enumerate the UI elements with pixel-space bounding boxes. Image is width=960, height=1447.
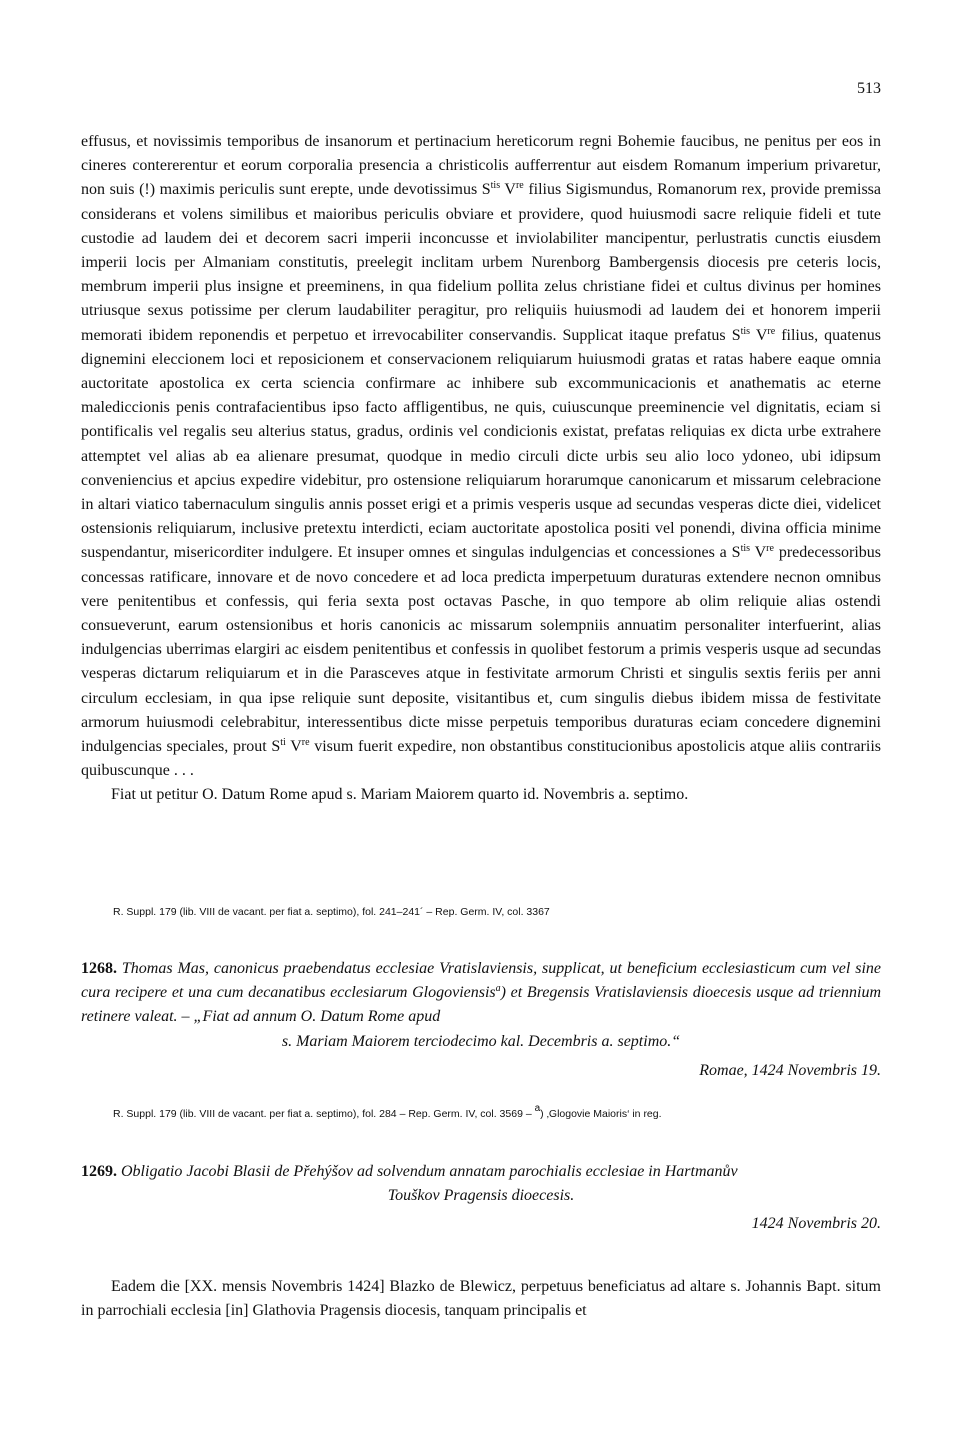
superscript: ti: [280, 737, 286, 749]
entry-number: 1269.: [81, 1163, 117, 1180]
superscript: tis: [740, 325, 751, 337]
text-span: V: [750, 544, 767, 562]
text-span: visum fuerit expedire, non obstantibus constitucionibus apostolicis atque aliis contrariis quibuscunque . . .: [81, 738, 881, 780]
entry-text: ) et Bregensis Vratislaviensis dioecesis usque ad triennium retinere valeat. – „Fiat ad annum O. Datum Rome apud: [81, 984, 881, 1026]
superscript: re: [301, 737, 310, 749]
page-number: 513: [857, 80, 881, 97]
entry-text: Obligatio Jacobi Blasii de Přehýšov ad solvendum annatam parochialis ecclesiae in Hartmanův: [117, 1163, 738, 1180]
entry-1269: [81, 1160, 881, 1208]
superscript: re: [767, 325, 776, 337]
fiat-paragraph: Fiat ut petitur O. Datum Rome apud s. Mariam Maiorem quarto id. Novembris a. septimo.: [111, 786, 689, 804]
text-span: filius, quatenus dignemini eleccionem loci et reposicionem et conservacionem reliquiarum huiusmodi gratas et ratas habere eaque omnia auctoritate apostolica ex certa sciencia confirmare ac inhibere sub excommunicacionis et anathematis ac eterne malediccionis penis contrafacientibus ipso facto affligentibus, ne quis, cuiuscunque preeminencie vel dignitatis, eciam si pontificalis vel regalis seu alterius status, gradus, ordinis vel condicionis existat, prefatas reliquias ex dicta urbe extrahere attemptet vel alias ab ea alienare presumat, quodque in medio circuli dicte urbis seu alio loco ydoneo, ubi idipsum conveniencius et apcius expedire videbitur, pro ostensione reliquiarum horarumque canonicarum et missarum celebracione in altari viatico tabernaculum singulis annis posset erigi et a primis vesperis usque ad secundas vesperas dicte diei, videlicet ostensionis reliquiarum, inclusive pretextu interdicti, eciam auctoritate apostolica positi vel ponendi, divina officia minime suspendantur, misericorditer indulgere. Et insuper omnes et singulas indulgencias et concessiones a S: [81, 326, 882, 562]
entry-number: 1268.: [81, 960, 117, 977]
entry-1268: [81, 957, 881, 1054]
superscript: tis: [740, 543, 751, 555]
entry-text-centered: Touškov Pragensis dioecesis.: [387, 1187, 575, 1205]
entry-1269-date: 1424 Novembris 20.: [751, 1215, 881, 1232]
text-span: filius Sigismundus, Romanorum rex, provide premissa considerans et volens similibus et maioribus periculis obviare et providere, quod huiusmodi sacre reliquie fideli et tute custodie ad laudem dei et decorem sacri imperii inconcusse et inviolabiliter mancipentur, perlustratis cunctis eiusdem imperii locis per Almaniam constitutis, preelegit inclitam urbem Nurenborg Bambergensis diocesis pre ceteris locis, membrum imperii plus insigne et preeminens, in qua fidelium pollita zelus christiane fidei et cultus divinus per homines utriusque sexus potissime per clerum laudabiliter peragitur, pro reliquiis huiusmodi ad laudem dei et honorem imperii memorati ibidem reponendis et perpetuo et irrevocabiliter conservandis. Supplicat itaque prefatus S: [81, 181, 882, 344]
text-span: V: [285, 738, 302, 756]
text-span: V: [500, 181, 516, 199]
superscript: re: [766, 543, 774, 555]
footnote-marker: a: [534, 1103, 541, 1114]
entry-text: Thomas Mas, canonicus praebendatus ecclesiae Vratislaviensis, supplicat, ut beneficium ecclesiasticum cum vel sine cura recipere et una cum decanatibus ecclesiarum Glogoviensis: [81, 960, 881, 1002]
entry-1268-date: Romae, 1424 Novembris 19.: [699, 1062, 881, 1079]
superscript: re: [515, 180, 524, 192]
text-span: effusus, et novissimis temporibus de insanorum et pertinacium hereticorum regni Bohemie faucibus, ne penitus per eos in cineres contererentur et eorum corporalia presencia a christicolis aufferrentur aut eisdem Romanum imperium privaretur, non suis (!) maximis periculis sunt erepte, unde devotissimus S: [81, 133, 881, 199]
text-span: predecessoribus concessas ratificare, innovare et de novo concedere et ad loca predicta imperpetuum duraturas extendere necnon omnibus vere penitentibus et confessis, qui feria sexta post octavas Pasche, in quo tempore ab olim reliquie alias ostendi consueverunt, earum ostensionibus et horis canonicis ac missarum solempniis annuatim personaliter interfuerint, alias indulgencias uberrimas elargiri ac eisdem penitentibus et confessis in quolibet festorum a primis vesperis usque ad secundas vesperas dictarum reliquiarum et in die Parasceves atque in festivitate armorum Christi et singulis sextis feriis per anni circulum ecclesiam, in qua ipse reliquie sunt deposite, visitantibus et, cum singulis diebus ibidem missa de festivitate armorum huiusmodi celebrabitur, interessentibus dicte misse perpetuis temporibus duraturas eciam concedere dignemini indulgencias speciales, prout S: [81, 544, 882, 756]
source-text: ) ‚Glogovie Maioris‘ in reg.: [540, 1108, 662, 1120]
entry-text-centered: s. Mariam Maiorem terciodecimo kal. Decembris a. septimo.“: [281, 1032, 681, 1050]
supplication-paragraph: [81, 130, 881, 783]
source-note-1268: [113, 1103, 881, 1121]
source-note-1267: R. Suppl. 179 (lib. VIII de vacant. per fiat a. septimo), fol. 241–241´ – Rep. Germ. IV, col. 3367: [113, 906, 550, 918]
footnote-marker: a: [495, 983, 501, 995]
superscript: tis: [490, 180, 501, 192]
main-text: [81, 130, 881, 808]
source-text: R. Suppl. 179 (lib. VIII de vacant. per fiat a. septimo), fol. 284 – Rep. Germ. IV, col. 3569 –: [113, 1108, 535, 1120]
text-span: V: [750, 326, 768, 344]
final-paragraph: Eadem die [XX. mensis Novembris 1424] Blazko de Blewicz, perpetuus beneficiatus ad altare s. Johannis Bapt. situm in parrochiali ecclesia [in] Glathovia Pragensis diocesis, tanquam principalis et: [81, 1278, 881, 1320]
